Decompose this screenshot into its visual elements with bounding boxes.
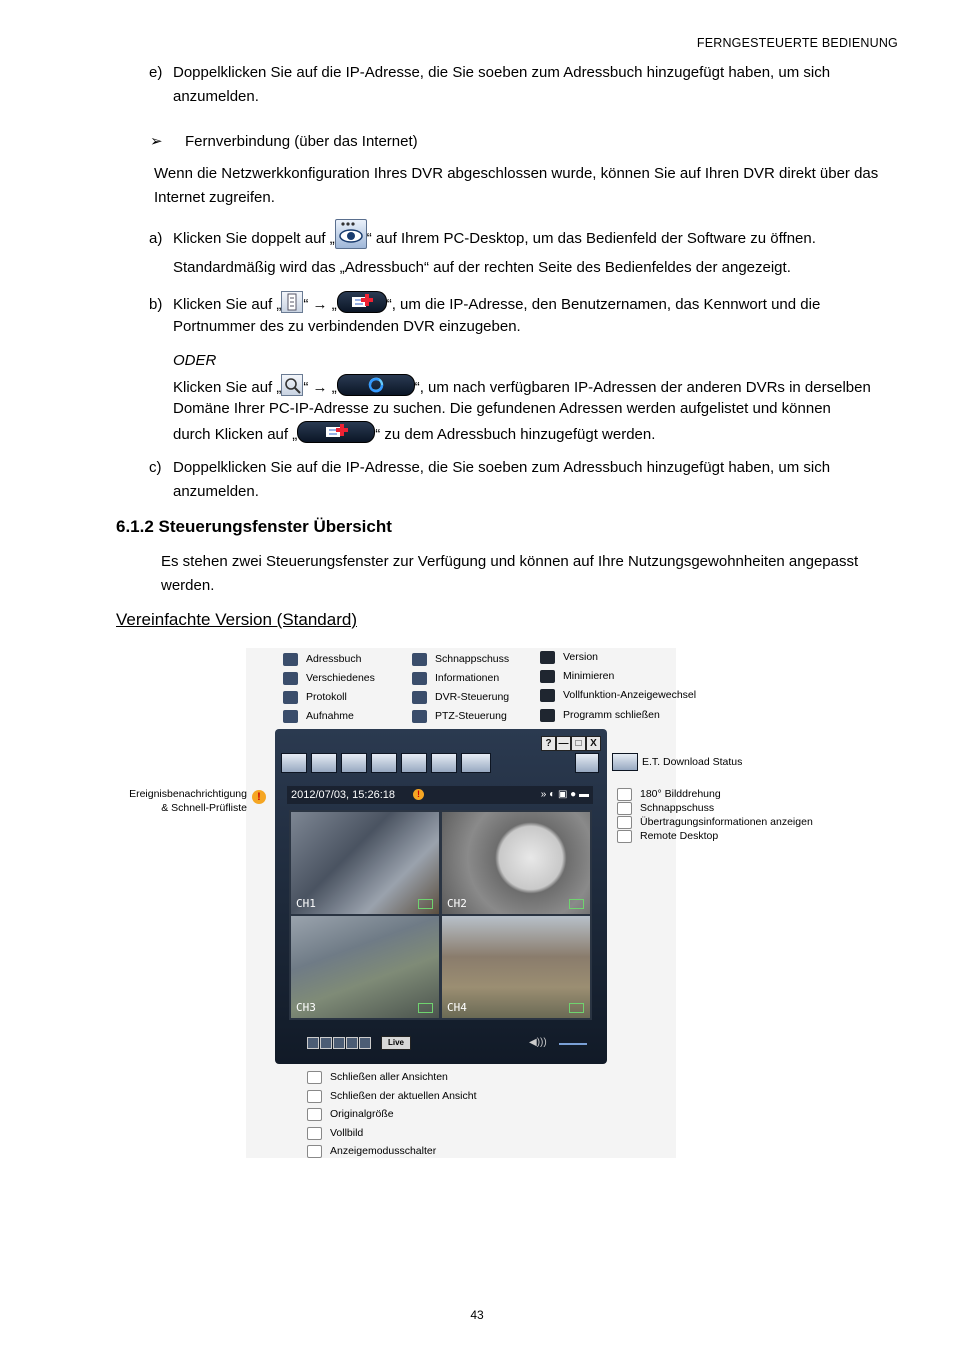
dvr-control-icon [412, 691, 427, 704]
section-text: Es stehen zwei Steuerungsfenster zur Verfügung und können auf Ihre Nutzungsgewohnheiten angepasst werden. [161, 553, 859, 594]
step-a-text-2: “ auf Ihrem PC-Desktop, um das Bedienfeld der Software zu öffnen. [366, 230, 816, 247]
toolbar-log-icon[interactable] [341, 753, 367, 773]
legend-original-size: Originalgröße [307, 1107, 394, 1121]
download-status-label: E.T. Download Status [642, 756, 743, 768]
legend-close: Programm schließen [540, 708, 660, 722]
address-book-icon [281, 291, 303, 313]
volume-slider[interactable] [559, 1043, 587, 1045]
legend-snapshot-2: Schnappschuss [617, 801, 714, 815]
record-icon [418, 899, 433, 909]
info-icon [412, 672, 427, 685]
toolbar-download-icon[interactable] [575, 753, 599, 773]
search-icon [281, 374, 303, 396]
section-subtitle: Vereinfachte Version (Standard) [116, 610, 357, 629]
maximize-button[interactable]: □ [571, 736, 586, 751]
step-a-marker: a) [149, 230, 163, 247]
help-icon [540, 651, 555, 664]
step-a-text-1: Klicken Sie doppelt auf „ [173, 230, 335, 247]
legend-ptz-control: PTZ-Steuerung [412, 709, 507, 723]
display-mode-icon[interactable] [359, 1037, 371, 1049]
step-b-line2: Portnummer des zu verbindenden DVR einzugeben. [173, 318, 521, 335]
legend-address-book: Adressbuch [283, 652, 361, 666]
bottom-toolbar [301, 1035, 591, 1051]
step-c-text: Doppelklicken Sie auf die IP-Adresse, die Sie soeben zum Adressbuch hinzugefügt haben, um sich anzumelden. [173, 459, 831, 500]
step-a-line1 [173, 227, 816, 251]
page-number: 43 [470, 1308, 484, 1322]
toolbar-misc-icon[interactable] [311, 753, 337, 773]
toolbar-dvr-control-icon[interactable] [461, 753, 491, 773]
step-b-alt-text-3b: “ zu dem Adressbuch hinzugefügt werden. [375, 426, 656, 443]
close-all-views-icon[interactable] [307, 1037, 319, 1049]
step-b-text-1: Klicken Sie auf „ [173, 296, 282, 313]
legend-transfer-info: Übertragungsinformationen anzeigen [617, 815, 813, 829]
bullet-arrow: ➢ [150, 133, 163, 150]
log-icon [283, 691, 298, 704]
step-b-arrow-2: “ → „ [303, 379, 337, 396]
camera-grid [289, 810, 592, 1020]
legend-fullfunction: Vollfunktion-Anzeigewechsel [540, 688, 696, 702]
legend-version: Version [540, 650, 598, 664]
step-b-alt-text-2: “, um nach verfügbaren IP-Adressen der anderen DVRs in derselben [414, 379, 871, 396]
status-bar [287, 786, 593, 804]
toolbar-address-book-icon[interactable] [281, 753, 307, 773]
record-icon [283, 710, 298, 723]
help-button[interactable]: ? [541, 736, 556, 751]
event-notification-label: Ereignisbenachrichtigung & Schnell-Prüfliste [129, 788, 247, 814]
dvr-control-window [275, 729, 607, 1064]
close-current-view-icon [307, 1090, 322, 1103]
ptz-control-icon [412, 710, 427, 723]
misc-icon [283, 672, 298, 685]
step-e-text: Doppelklicken Sie auf die IP-Adresse, die Sie soeben zum Adressbuch hinzugefügt haben, um sich anzumelden. [173, 64, 831, 105]
camera-view-3[interactable]: CH3 [291, 916, 439, 1018]
step-a-line2: Standardmäßig wird das „Adressbuch“ auf der rechten Seite des Bedienfeldes der angezeigt. [173, 259, 791, 276]
legend-fullscreen: Vollbild [307, 1126, 363, 1140]
legend-rotate: 180° Bilddrehung [617, 787, 721, 801]
minimize-icon [540, 670, 555, 683]
running-header: FERNGESTEUERTE BEDIENUNG [696, 36, 898, 50]
snapshot-icon [617, 802, 632, 815]
alert-icon[interactable]: ! [413, 789, 424, 800]
legend-misc: Verschiedenes [283, 671, 375, 685]
legend-log: Protokoll [283, 690, 347, 704]
step-b-arrow-1: “ → „ [303, 296, 337, 313]
step-b-marker: b) [149, 296, 163, 313]
close-all-views-icon [307, 1071, 322, 1084]
record-icon [569, 899, 584, 909]
refresh-search-button-icon [337, 374, 415, 396]
status-icons[interactable]: » ◐ ▣ ● ▬ [540, 789, 589, 800]
record-icon [569, 1003, 584, 1013]
oder-label: ODER [173, 352, 217, 369]
display-mode-icon [307, 1145, 322, 1158]
live-button[interactable]: Live [381, 1036, 411, 1050]
maximize-icon [540, 689, 555, 702]
camera-view-1[interactable]: CH1 [291, 812, 439, 914]
toolbar-snapshot-icon[interactable] [401, 753, 427, 773]
legend-dvr-control: DVR-Steuerung [412, 690, 509, 704]
step-e-marker: e) [149, 64, 163, 81]
add-to-address-book-button-icon [297, 421, 375, 443]
legend-snapshot: Schnappschuss [412, 652, 509, 666]
remote-intro: Wenn die Netzwerkkonfiguration Ihres DVR abgeschlossen wurde, können Sie auf Ihren DVR direkt über das Internet zugreifen. [154, 165, 879, 206]
camera-view-4[interactable]: CH4 [442, 916, 590, 1018]
step-b-line1 [173, 293, 820, 317]
toolbar-record-icon[interactable] [371, 753, 397, 773]
legend-display-mode: Anzeigemodusschalter [307, 1144, 436, 1158]
close-button[interactable]: X [586, 736, 601, 751]
camera-view-2[interactable]: CH2 [442, 812, 590, 914]
step-b-alt-line3 [173, 423, 655, 447]
add-address-button-icon [337, 291, 387, 313]
fullscreen-icon[interactable] [346, 1037, 358, 1049]
legend-close-current: Schließen der aktuellen Ansicht [307, 1089, 477, 1103]
eye-app-icon [335, 219, 367, 249]
legend-record: Aufnahme [283, 709, 354, 723]
step-b-text-2: “, um die IP-Adresse, den Benutzernamen, das Kennwort und die [386, 296, 821, 313]
legend-close-all: Schließen aller Ansichten [307, 1070, 448, 1084]
step-c-marker: c) [149, 459, 162, 476]
step-b-alt-text-1: Klicken Sie auf „ [173, 379, 282, 396]
remote-desktop-icon [617, 830, 632, 843]
volume-icon[interactable]: ◀))) [529, 1037, 547, 1048]
close-icon [540, 709, 555, 722]
record-icon [418, 1003, 433, 1013]
legend-info: Informationen [412, 671, 499, 685]
toolbar-info-icon[interactable] [431, 753, 457, 773]
fullscreen-icon [307, 1127, 322, 1140]
legend-minimize: Minimieren [540, 669, 614, 683]
alert-icon: ! [252, 790, 266, 804]
transfer-info-icon [617, 816, 632, 829]
snapshot-icon [412, 653, 427, 666]
original-size-icon [307, 1108, 322, 1121]
close-current-view-icon[interactable] [320, 1037, 332, 1049]
address-book-icon [283, 653, 298, 666]
remote-title: Fernverbindung (über das Internet) [185, 133, 418, 150]
original-size-icon[interactable] [333, 1037, 345, 1049]
minimize-button[interactable]: — [556, 736, 571, 751]
download-status-icon [612, 753, 638, 771]
timestamp: 2012/07/03, 15:26:18 [291, 789, 395, 801]
rotate-icon [617, 788, 632, 801]
step-b-alt-text-3a: durch Klicken auf „ [173, 426, 298, 443]
step-b-alt-line2: Domäne Ihrer PC-IP-Adresse zu suchen. Die gefundenen Adressen werden aufgelistet und können [173, 400, 831, 417]
legend-remote-desktop: Remote Desktop [617, 829, 718, 843]
section-title: 6.1.2 Steuerungsfenster Übersicht [116, 517, 392, 536]
